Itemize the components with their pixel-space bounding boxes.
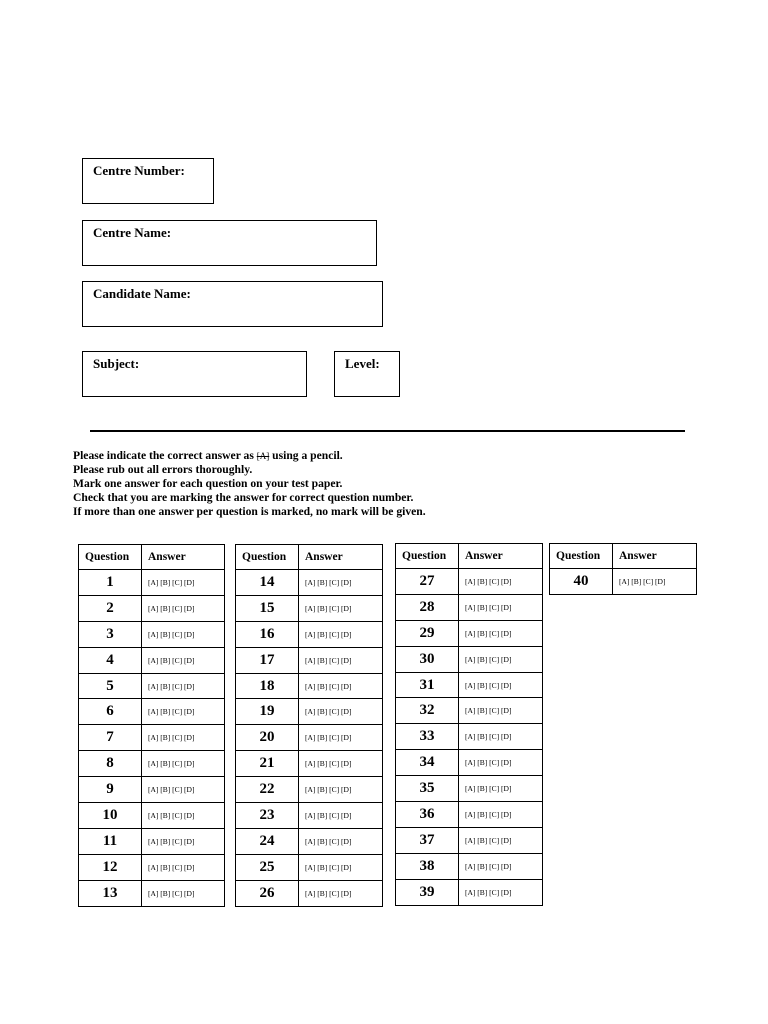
question-number: 34 xyxy=(396,750,459,776)
answer-options[interactable]: [A] [B] [C] [D] xyxy=(459,750,543,776)
answer-options[interactable]: [A] [B] [C] [D] xyxy=(142,777,225,803)
centre-number-field[interactable] xyxy=(82,158,214,204)
answer-options[interactable]: [A] [B] [C] [D] xyxy=(459,802,543,828)
table-row xyxy=(396,672,543,698)
instruction-text: Please indicate the correct answer as xyxy=(73,449,254,462)
question-number: 2 xyxy=(79,595,142,621)
question-header: Question xyxy=(79,545,142,570)
table-row xyxy=(79,699,225,725)
question-number: 39 xyxy=(396,879,459,905)
answer-options[interactable]: [A] [B] [C] [D] xyxy=(299,699,383,725)
answer-options[interactable]: [A] [B] [C] [D] xyxy=(459,827,543,853)
question-number: 23 xyxy=(236,803,299,829)
table-row xyxy=(236,570,383,596)
answer-options[interactable]: [A] [B] [C] [D] xyxy=(299,647,383,673)
question-number: 18 xyxy=(236,673,299,699)
answer-header: Answer xyxy=(613,544,697,569)
question-number: 30 xyxy=(396,646,459,672)
table-row xyxy=(236,751,383,777)
question-number: 22 xyxy=(236,777,299,803)
question-number: 38 xyxy=(396,853,459,879)
answer-options[interactable]: [A] [B] [C] [D] xyxy=(299,880,383,906)
question-header: Question xyxy=(236,545,299,570)
question-number: 6 xyxy=(79,699,142,725)
answer-options[interactable]: [A] [B] [C] [D] xyxy=(459,853,543,879)
answer-options[interactable]: [A] [B] [C] [D] xyxy=(299,673,383,699)
question-number: 8 xyxy=(79,751,142,777)
table-row xyxy=(396,853,543,879)
table-row xyxy=(396,827,543,853)
question-number: 40 xyxy=(550,569,613,595)
question-number: 25 xyxy=(236,854,299,880)
question-number: 35 xyxy=(396,776,459,802)
candidate-name-field[interactable] xyxy=(82,281,383,327)
question-number: 14 xyxy=(236,570,299,596)
table-row xyxy=(79,570,225,596)
table-row xyxy=(236,673,383,699)
answer-header: Answer xyxy=(299,545,383,570)
table-row xyxy=(236,621,383,647)
question-number: 36 xyxy=(396,802,459,828)
table-row xyxy=(236,725,383,751)
table-row xyxy=(79,673,225,699)
table-header-row xyxy=(79,545,225,570)
table-row xyxy=(396,750,543,776)
question-number: 5 xyxy=(79,673,142,699)
divider-rule xyxy=(90,430,685,432)
table-row xyxy=(79,777,225,803)
answer-options[interactable]: [A] [B] [C] [D] xyxy=(142,621,225,647)
question-number: 21 xyxy=(236,751,299,777)
answer-options[interactable]: [A] [B] [C] [D] xyxy=(459,672,543,698)
answer-options[interactable]: [A] [B] [C] [D] xyxy=(142,673,225,699)
answer-options[interactable]: [A] [B] [C] [D] xyxy=(142,570,225,596)
answer-options[interactable]: [A] [B] [C] [D] xyxy=(299,828,383,854)
question-number: 10 xyxy=(79,803,142,829)
table-row xyxy=(79,880,225,906)
answer-options[interactable]: [A] [B] [C] [D] xyxy=(142,595,225,621)
centre-number-label: Centre Number: xyxy=(93,163,185,178)
answer-options[interactable]: [A] [B] [C] [D] xyxy=(142,699,225,725)
answer-table-3 xyxy=(395,543,543,906)
answer-options[interactable]: [A] [B] [C] [D] xyxy=(459,569,543,595)
question-number: 9 xyxy=(79,777,142,803)
answer-options[interactable]: [A] [B] [C] [D] xyxy=(459,698,543,724)
answer-options[interactable]: [A] [B] [C] [D] xyxy=(299,621,383,647)
table-row xyxy=(236,854,383,880)
table-row xyxy=(236,595,383,621)
question-number: 24 xyxy=(236,828,299,854)
question-number: 12 xyxy=(79,854,142,880)
answer-options[interactable]: [A] [B] [C] [D] xyxy=(142,803,225,829)
table-row xyxy=(396,802,543,828)
table-row xyxy=(236,880,383,906)
question-number: 27 xyxy=(396,569,459,595)
question-number: 33 xyxy=(396,724,459,750)
table-row xyxy=(79,647,225,673)
question-number: 13 xyxy=(79,880,142,906)
answer-options[interactable]: [A] [B] [C] [D] xyxy=(299,854,383,880)
instruction-text: using a pencil. xyxy=(272,449,343,462)
table-row xyxy=(396,594,543,620)
candidate-name-label: Candidate Name: xyxy=(93,286,191,301)
table-row xyxy=(79,751,225,777)
table-row xyxy=(396,724,543,750)
answer-options[interactable]: [A] [B] [C] [D] xyxy=(142,854,225,880)
question-number: 17 xyxy=(236,647,299,673)
example-mark: [A] xyxy=(256,451,270,461)
answer-options[interactable]: [A] [B] [C] [D] xyxy=(142,828,225,854)
answer-options[interactable]: [A] [B] [C] [D] xyxy=(459,646,543,672)
question-number: 29 xyxy=(396,620,459,646)
question-number: 31 xyxy=(396,672,459,698)
answer-options[interactable]: [A] [B] [C] [D] xyxy=(142,647,225,673)
level-label: Level: xyxy=(345,356,380,371)
table-header-row xyxy=(550,544,697,569)
answer-options[interactable]: [A] [B] [C] [D] xyxy=(142,751,225,777)
level-field[interactable] xyxy=(334,351,400,397)
table-row xyxy=(79,854,225,880)
table-row xyxy=(79,595,225,621)
table-row xyxy=(396,776,543,802)
subject-label: Subject: xyxy=(93,356,140,371)
instruction-line-5: If more than one answer per question is marked, no mark will be given. xyxy=(73,505,426,518)
table-row xyxy=(236,777,383,803)
question-number: 28 xyxy=(396,594,459,620)
answer-options[interactable]: [A] [B] [C] [D] xyxy=(459,879,543,905)
table-row xyxy=(79,725,225,751)
question-number: 3 xyxy=(79,621,142,647)
answer-table-2 xyxy=(235,544,383,907)
answer-options[interactable]: [A] [B] [C] [D] xyxy=(613,569,697,595)
question-header: Question xyxy=(396,544,459,569)
table-row xyxy=(236,803,383,829)
answer-header: Answer xyxy=(142,545,225,570)
answer-options[interactable]: [A] [B] [C] [D] xyxy=(142,880,225,906)
table-row xyxy=(396,879,543,905)
question-number: 16 xyxy=(236,621,299,647)
instruction-line-3: Mark one answer for each question on your test paper. xyxy=(73,477,343,490)
centre-name-label: Centre Name: xyxy=(93,225,172,240)
question-number: 15 xyxy=(236,595,299,621)
question-number: 26 xyxy=(236,880,299,906)
answer-options[interactable]: [A] [B] [C] [D] xyxy=(299,803,383,829)
answer-options[interactable]: [A] [B] [C] [D] xyxy=(299,751,383,777)
answer-options[interactable]: [A] [B] [C] [D] xyxy=(142,725,225,751)
question-number: 32 xyxy=(396,698,459,724)
table-header-row xyxy=(396,544,543,569)
answer-header: Answer xyxy=(459,544,543,569)
question-number: 11 xyxy=(79,828,142,854)
table-header-row xyxy=(236,545,383,570)
answer-options[interactable]: [A] [B] [C] [D] xyxy=(459,776,543,802)
question-number: 37 xyxy=(396,827,459,853)
centre-name-field[interactable] xyxy=(82,220,377,266)
question-number: 1 xyxy=(79,570,142,596)
answer-table-1 xyxy=(78,544,225,907)
answer-table-4 xyxy=(549,543,697,595)
answer-options[interactable]: [A] [B] [C] [D] xyxy=(299,725,383,751)
answer-options[interactable]: [A] [B] [C] [D] xyxy=(459,594,543,620)
instructions xyxy=(73,449,426,519)
question-number: 19 xyxy=(236,699,299,725)
instruction-line-4: Check that you are marking the answer for correct question number. xyxy=(73,491,414,504)
table-row xyxy=(550,569,697,595)
instruction-line-2: Please rub out all errors thoroughly. xyxy=(73,463,253,476)
question-number: 4 xyxy=(79,647,142,673)
table-row xyxy=(396,620,543,646)
question-number: 20 xyxy=(236,725,299,751)
table-row xyxy=(396,646,543,672)
table-row xyxy=(396,569,543,595)
table-row xyxy=(79,803,225,829)
table-row xyxy=(79,621,225,647)
table-row xyxy=(236,647,383,673)
answer-options[interactable]: [A] [B] [C] [D] xyxy=(459,724,543,750)
answer-options[interactable]: [A] [B] [C] [D] xyxy=(459,620,543,646)
question-header: Question xyxy=(550,544,613,569)
table-row xyxy=(236,828,383,854)
instruction-line-1 xyxy=(73,449,426,463)
answer-options[interactable]: [A] [B] [C] [D] xyxy=(299,595,383,621)
table-row xyxy=(396,698,543,724)
table-row xyxy=(236,699,383,725)
table-row xyxy=(79,828,225,854)
answer-options[interactable]: [A] [B] [C] [D] xyxy=(299,777,383,803)
question-number: 7 xyxy=(79,725,142,751)
answer-options[interactable]: [A] [B] [C] [D] xyxy=(299,570,383,596)
subject-field[interactable] xyxy=(82,351,307,397)
